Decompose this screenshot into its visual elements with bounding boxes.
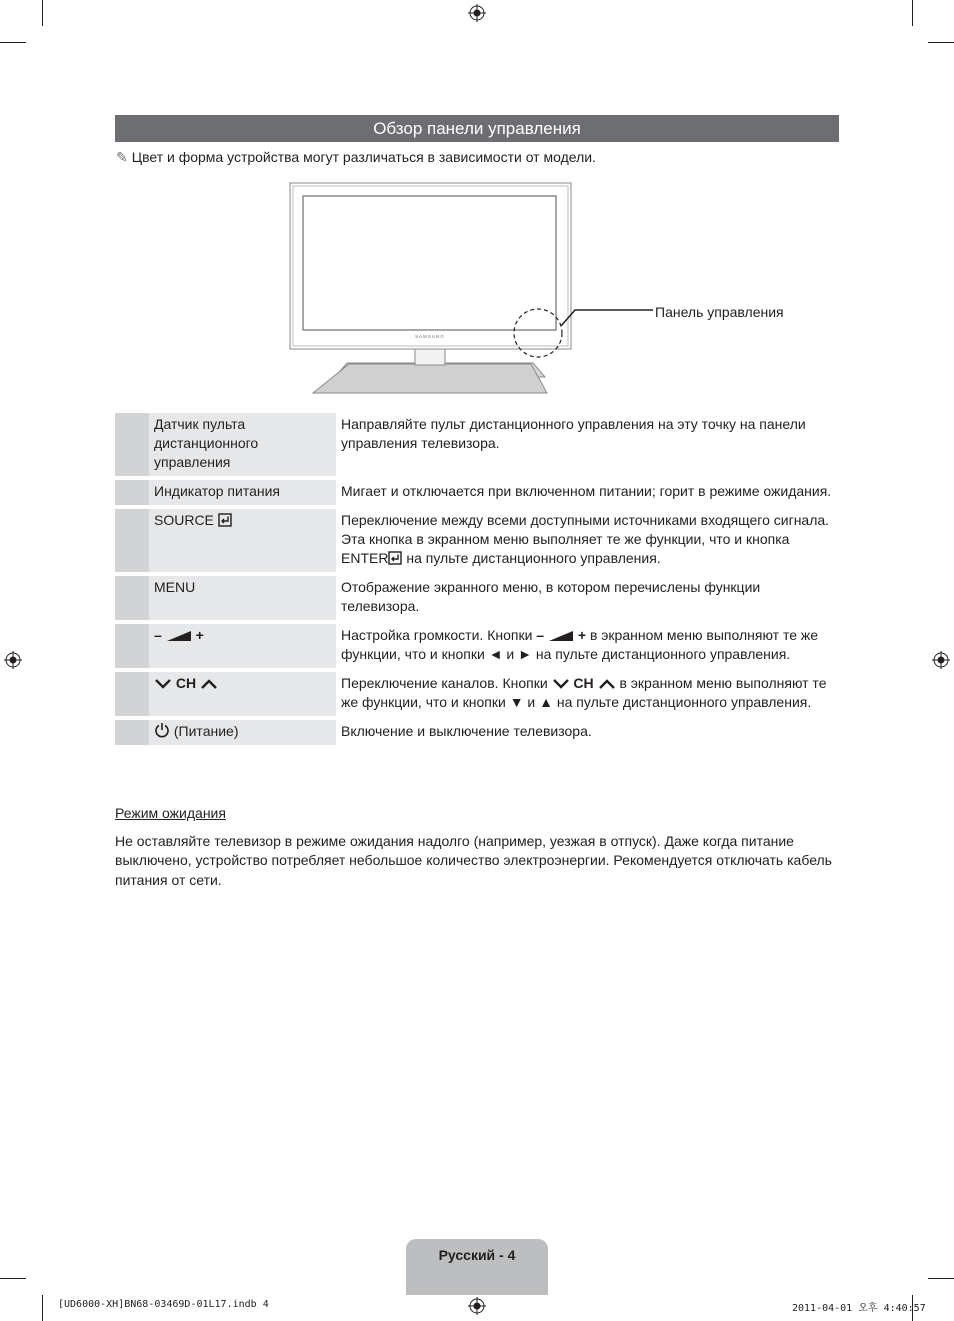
power-icon xyxy=(154,722,170,738)
print-slug-left: [UD6000-XH]BN68-03469D-01L17.indb 4 xyxy=(58,1299,269,1310)
crop-mark xyxy=(912,0,913,26)
tv-stand-base-top xyxy=(313,364,547,393)
registration-mark-icon xyxy=(468,1297,486,1315)
tv-screen xyxy=(303,196,556,330)
crop-mark xyxy=(928,1278,954,1279)
control-description: Мигает и отключается при включенном питании; горит в режиме ожидания. xyxy=(341,483,832,499)
control-name: CH xyxy=(149,672,336,716)
table-row xyxy=(115,480,839,505)
control-name: (Питание) xyxy=(149,720,336,745)
standby-text: Не оставляйте телевизор в режиме ожидания надолго (например, уезжая в отпуск). Даже когда питание выключено, устройство потребляет небольшое количество электроэнергии. Рекомендуется отключать кабель питания от сети. xyxy=(115,833,832,888)
control-name: SOURCE xyxy=(149,509,336,572)
table-row xyxy=(115,720,839,745)
table-row xyxy=(115,624,839,668)
table-row xyxy=(115,576,839,620)
table-row xyxy=(115,672,839,716)
control-description: Включение и выключение телевизора. xyxy=(341,723,592,739)
control-description: Направляйте пульт дистанционного управления на эту точку на панели управления телевизора. xyxy=(341,416,806,451)
page-label: Русский - 4 xyxy=(438,1247,516,1263)
control-name: MENU xyxy=(149,576,336,620)
control-name: – + xyxy=(149,624,336,668)
registration-mark-icon xyxy=(4,651,22,669)
control-description: Переключение каналов. Кнопки CH в экранном меню выполняют те же функции, что и кнопки ▼ и ▲ на пульте дистанционного управления. xyxy=(341,675,827,710)
control-description: Переключение между всеми доступными источниками входящего сигнала. Эта кнопка в экранном меню выполняет те же функции, что и кнопка ENTER на пульте дистанционного управления. xyxy=(341,512,830,566)
pencil-note-icon: ✎ xyxy=(116,150,128,166)
registration-mark-icon xyxy=(468,4,486,22)
control-description: Отображение экранного меню, в котором перечислены функции телевизора. xyxy=(341,579,761,614)
enter-icon xyxy=(218,513,232,527)
chevron-down-icon xyxy=(154,678,172,690)
model-note xyxy=(116,149,596,166)
registration-mark-icon xyxy=(932,651,950,669)
section-title: Обзор панели управления xyxy=(115,115,839,142)
controls-table xyxy=(115,409,839,749)
table-row xyxy=(115,413,839,476)
control-panel-label: Панель управления xyxy=(655,304,784,320)
tv-brand-logo: SAMSUNG xyxy=(415,334,445,339)
tv-illustration xyxy=(285,180,655,398)
crop-mark xyxy=(0,42,26,43)
note-text: Цвет и форма устройства могут различаться в зависимости от модели. xyxy=(131,149,596,165)
tv-stand-neck xyxy=(415,349,445,365)
volume-icon xyxy=(166,630,192,642)
crop-mark xyxy=(42,1295,43,1321)
chevron-up-icon xyxy=(200,678,218,690)
chevron-up-icon xyxy=(598,678,616,690)
control-name: Индикатор питания xyxy=(149,480,336,505)
print-slug-right: 2011-04-01 오후 4:40:57 xyxy=(792,1303,926,1314)
crop-mark xyxy=(42,0,43,26)
crop-mark xyxy=(0,1278,26,1279)
page-number-tab xyxy=(406,1239,548,1295)
enter-icon xyxy=(388,551,402,565)
table-row xyxy=(115,509,839,572)
crop-mark xyxy=(928,42,954,43)
control-name: Датчик пульта дистанционного управления xyxy=(149,413,336,476)
standby-heading: Режим ожидания xyxy=(115,805,226,821)
chevron-down-icon xyxy=(552,678,570,690)
control-description: Настройка громкости. Кнопки – + в экранном меню выполняют те же функции, что и кнопки ◄ и ► на пульте дистанционного управления. xyxy=(341,627,819,662)
volume-icon xyxy=(548,630,574,642)
